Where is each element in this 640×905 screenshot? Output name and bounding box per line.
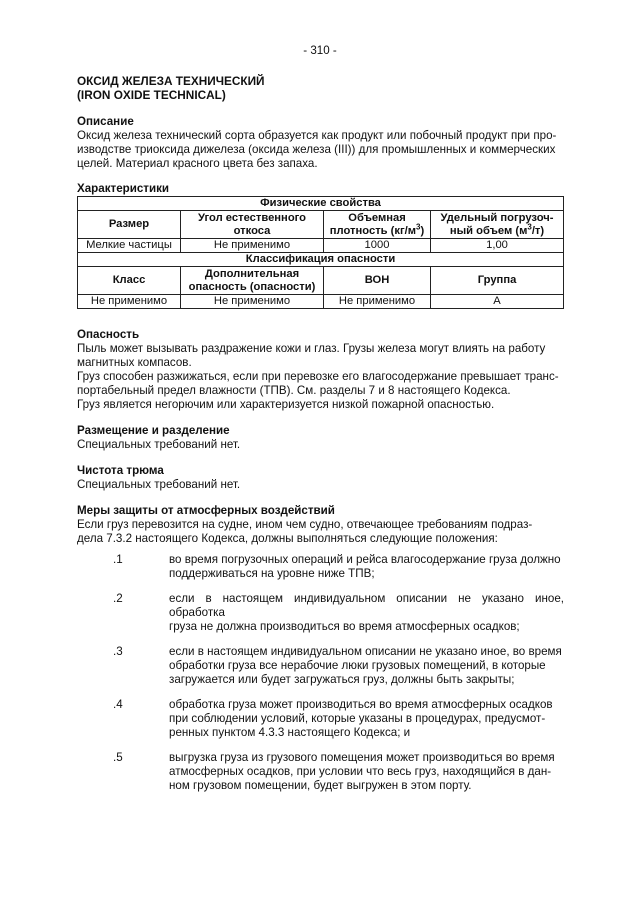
list-item <box>77 645 564 687</box>
col-class: Класс <box>78 267 181 295</box>
weather-heading: Меры защиты от атмосферных воздействий <box>77 504 335 517</box>
density-value: 1000 <box>324 239 431 253</box>
item-number: .4 <box>113 698 123 711</box>
hold-heading: Чистота трюма <box>77 464 164 477</box>
stowage-section <box>77 424 564 452</box>
size-value: Мелкие частицы <box>78 239 181 253</box>
stowage-heading: Размещение и разделение <box>77 424 230 437</box>
col-size: Размер <box>78 211 181 239</box>
characteristics-section <box>77 182 564 309</box>
description-section <box>77 115 564 171</box>
item-text: во время погрузочных операций и рейса влагосодержание груза должно поддерживаться на уровне ниже ТПВ; <box>169 553 561 580</box>
subsidiary-value: Не применимо <box>181 295 324 309</box>
description-line: целей. Материал красного цвета без запаха. <box>77 157 318 170</box>
weather-section <box>77 504 564 546</box>
hazard-line: Груз является негорючим или характеризуется низкой пожарной опасностью. <box>77 398 495 411</box>
hazard-line: Груз способен разжижаться, если при перевозке его влагосодержание превышает транс- <box>77 370 559 383</box>
col-subsidiary-hazard: Дополнительная опасность (опасности) <box>181 267 324 295</box>
characteristics-heading: Характеристики <box>77 182 170 195</box>
properties-table <box>77 196 564 309</box>
weather-line: дела 7.3.2 настоящего Кодекса, должны выполняться следующие положения: <box>77 532 498 545</box>
col-stowage-factor: Удельный погрузоч- ный объем $(м^3/т)$ <box>431 211 564 239</box>
hazard-classification-header: Классификация опасности <box>78 253 564 267</box>
item-number: .1 <box>113 553 123 566</box>
description-heading: Описание <box>77 115 134 128</box>
stowage-factor-value: 1,00 <box>431 239 564 253</box>
item-text: выгрузка груза из грузового помещения может производиться во время атмосферных осадков, при условии что весь груз, находящийся в дан- ном грузовом помещении, будет выгружен в этом порту. <box>169 751 555 792</box>
list-item <box>77 592 564 634</box>
physical-properties-header: Физические свойства <box>78 197 564 211</box>
item-number: .2 <box>113 592 123 605</box>
col-group: Группа <box>431 267 564 295</box>
hazard-line: магнитных компасов. <box>77 356 192 369</box>
group-value: A <box>431 295 564 309</box>
item-text: если в настоящем индивидуальном описании не указано иное, обработка груза не должна производиться во время атмосферных осадков; <box>169 592 564 633</box>
hazard-heading: Опасность <box>77 328 140 341</box>
hazard-line: Пыль может вызывать раздражение кожи и глаз. Грузы железа могут влиять на работу <box>77 342 546 355</box>
title-line-1: ОКСИД ЖЕЛЕЗА ТЕХНИЧЕСКИЙ <box>77 74 265 88</box>
list-item <box>77 553 564 581</box>
hold-text: Специальных требований нет. <box>77 478 241 491</box>
weather-items-list <box>77 553 564 804</box>
list-item <box>77 698 564 740</box>
stowage-text: Специальных требований нет. <box>77 438 241 451</box>
page-number: - 310 - <box>303 44 337 57</box>
weather-line: Если груз перевозится на судне, ином чем судно, отвечающее требованиям подраз- <box>77 518 533 531</box>
col-mhb: ВОН <box>324 267 431 295</box>
item-number: .3 <box>113 645 123 658</box>
list-item <box>77 751 564 793</box>
hazard-line: портабельный предел влажности (ТПВ). См. разделы 7 и 8 настоящего Кодекса. <box>77 384 511 397</box>
description-line: изводстве триоксида дижелеза (оксида железа (III)) для промышленных и коммерческих <box>77 143 556 156</box>
item-text: если в настоящем индивидуальном описании не указано иное, во время обработки груза все нерабочие люки грузовых помещений, в которые загружается или будет загружаться груз, должны быть закрыты; <box>169 645 562 686</box>
item-number: .5 <box>113 751 123 764</box>
col-bulk-density: Объемная плотность $(кг/м^3)$ <box>324 211 431 239</box>
mhb-value: Не применимо <box>324 295 431 309</box>
angle-value: Не применимо <box>181 239 324 253</box>
description-line: Оксид железа технический сорта образуется как продукт или побочный продукт при про- <box>77 129 557 142</box>
title-line-2: (IRON OXIDE TECHNICAL) <box>77 87 226 102</box>
class-value: Не применимо <box>78 295 181 309</box>
document-title <box>77 75 265 102</box>
hold-cleanliness-section <box>77 464 564 492</box>
col-angle-of-repose: Угол естественного откоса <box>181 211 324 239</box>
item-text: обработка груза может производиться во время атмосферных осадков при соблюдении условий, которые указаны в процедурах, предусмот- ренных пунктом 4.3.3 настоящего Кодекса; и <box>169 698 553 739</box>
hazard-section <box>77 328 564 412</box>
